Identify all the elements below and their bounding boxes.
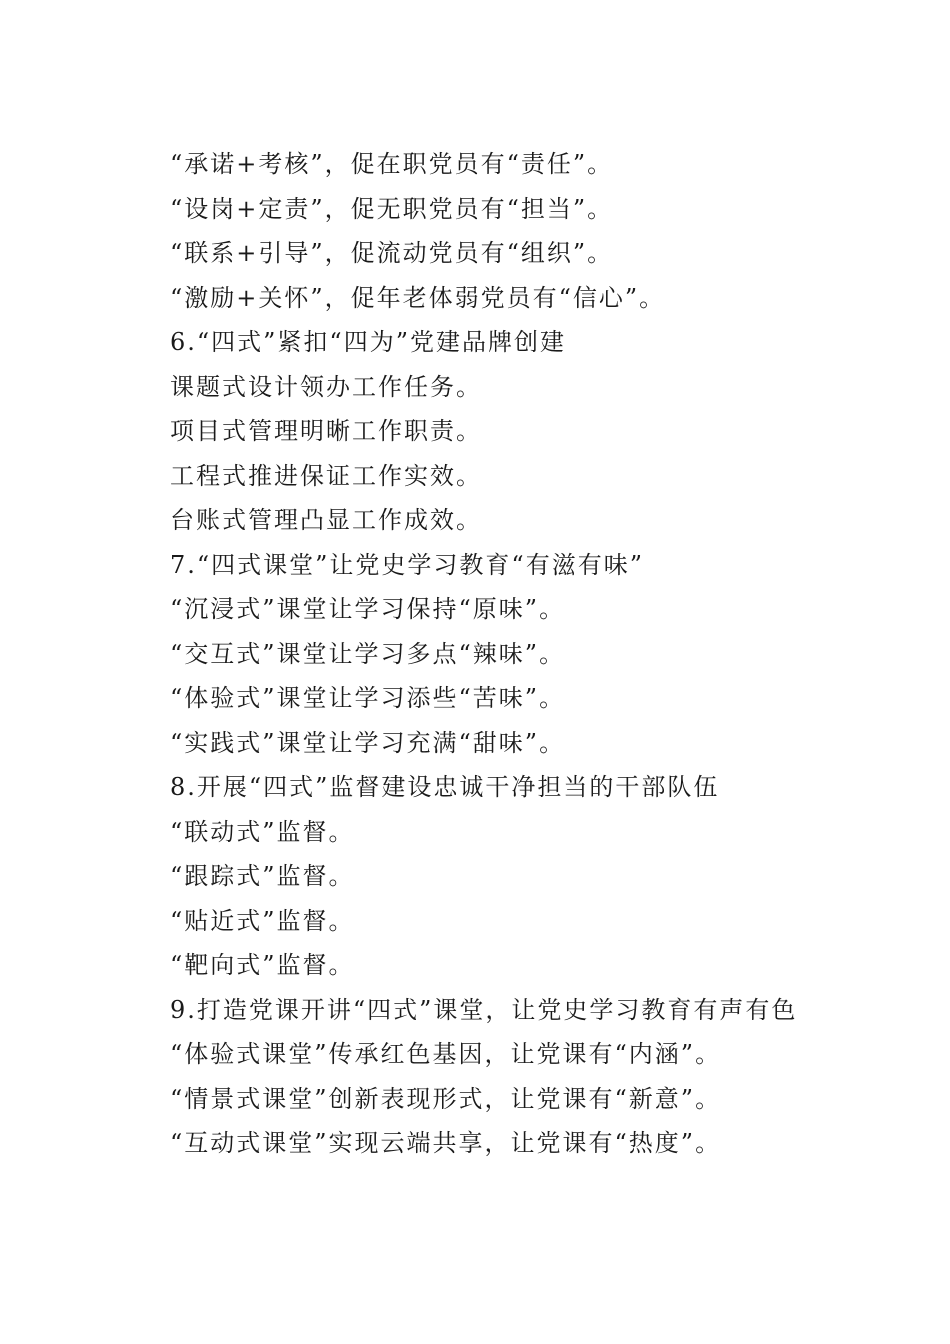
document-body xyxy=(170,142,870,1166)
text-line: 工程式推进保证工作实效。 xyxy=(170,461,482,490)
text-line: “沉浸式”课堂让学习保持“原味”。 xyxy=(170,595,566,623)
section-heading: 9.打造党课开讲“四式”课堂，让党史学习教育有声有色 xyxy=(170,995,798,1024)
text-line: “交互式”课堂让学习多点“辣味”。 xyxy=(170,639,566,668)
text-line: 课题式设计领办工作任务。 xyxy=(170,372,482,401)
text-line: “承诺+考核”，促在职党员有“责任”。 xyxy=(170,150,614,178)
text-line: “体验式”课堂让学习添些“苦味”。 xyxy=(170,684,566,712)
section-heading: 6.“四式”紧扣“四为”党建品牌创建 xyxy=(170,328,566,356)
text-line: 项目式管理明晰工作职责。 xyxy=(170,417,482,445)
text-line: 台账式管理凸显工作成效。 xyxy=(170,506,482,534)
text-line: “体验式课堂”传承红色基因，让党课有“内涵”。 xyxy=(170,1040,722,1068)
text-line: “靶向式”监督。 xyxy=(170,951,355,979)
text-line: “互动式课堂”实现云端共享，让党课有“热度”。 xyxy=(170,1129,722,1157)
section-heading: 7.“四式课堂”让党史学习教育“有滋有味” xyxy=(170,550,644,579)
text-line: “联动式”监督。 xyxy=(170,817,355,846)
text-line: “跟踪式”监督。 xyxy=(170,862,355,890)
section-heading: 8.开展“四式”监督建设忠诚干净担当的干部队伍 xyxy=(170,773,720,801)
text-line: “实践式”课堂让学习充满“甜味”。 xyxy=(170,728,566,757)
text-line: “激励+关怀”，促年老体弱党员有“信心”。 xyxy=(170,283,666,312)
text-line: “设岗+定责”，促无职党员有“担当”。 xyxy=(170,194,614,223)
text-line: “贴近式”监督。 xyxy=(170,906,355,935)
text-line: “情景式课堂”创新表现形式，让党课有“新意”。 xyxy=(170,1084,722,1113)
text-line: “联系+引导”，促流动党员有“组织”。 xyxy=(170,239,614,267)
